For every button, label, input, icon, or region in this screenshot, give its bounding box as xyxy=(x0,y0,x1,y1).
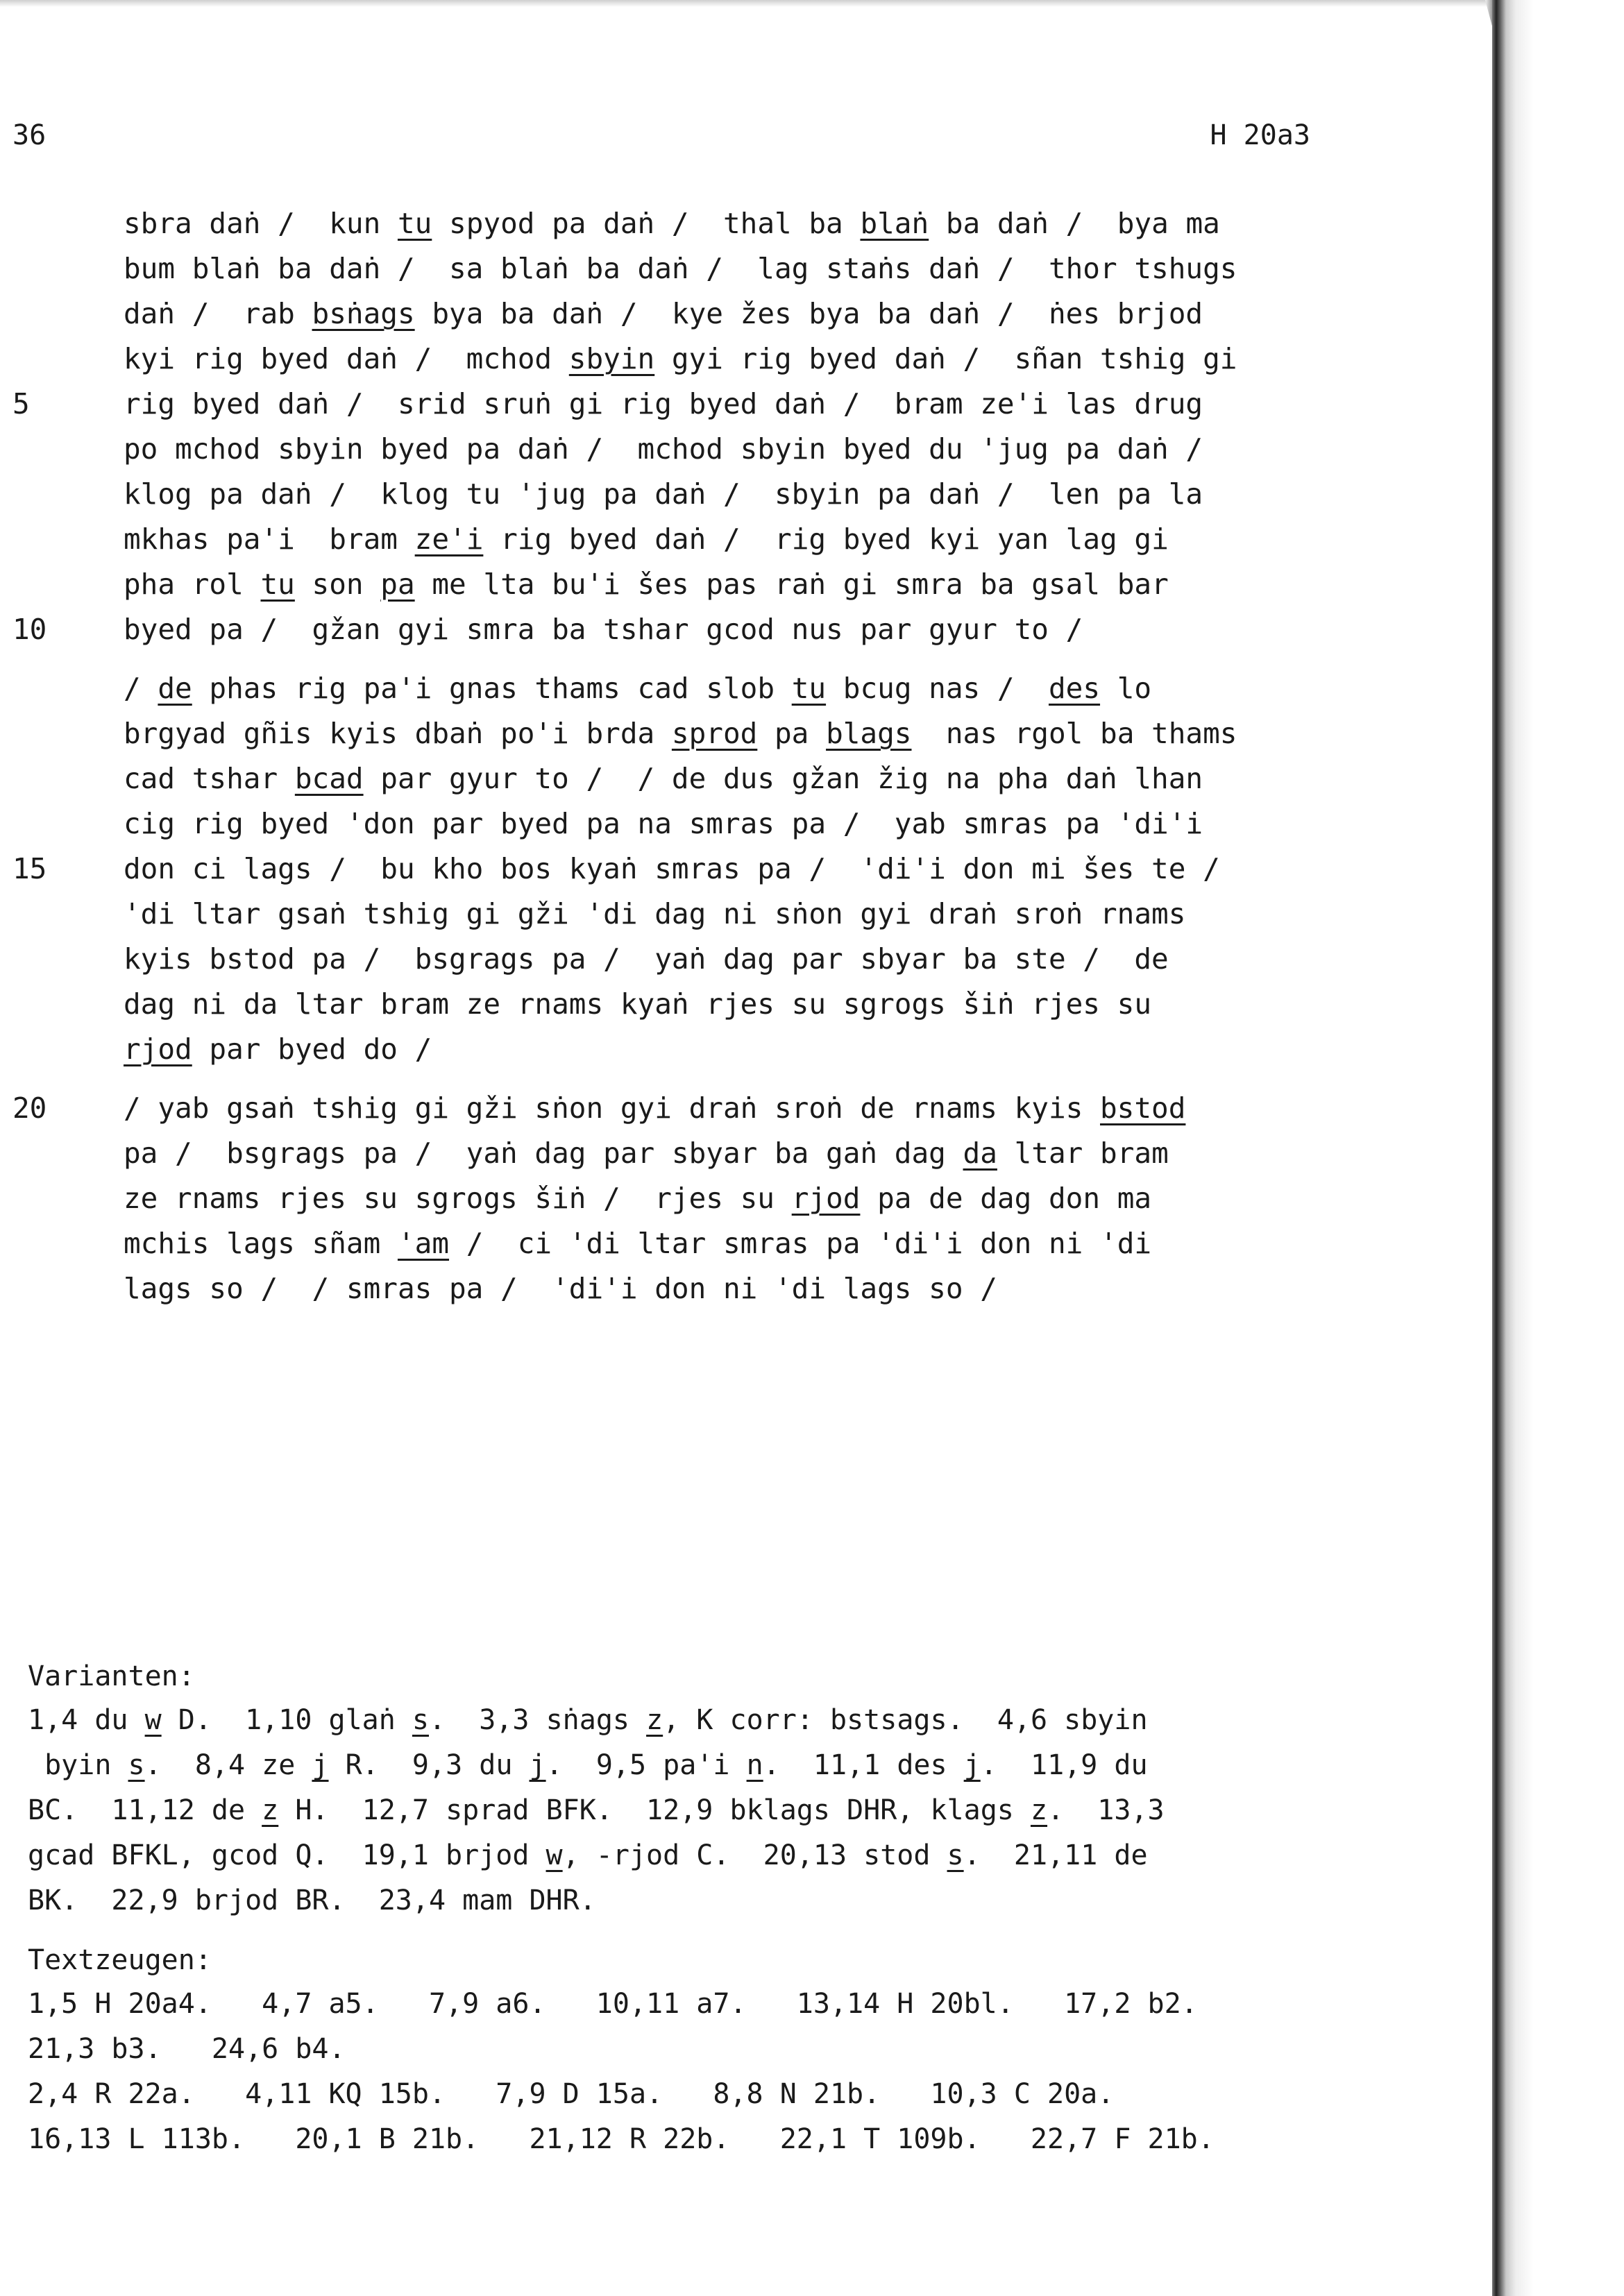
text-line xyxy=(0,892,1388,937)
line-text xyxy=(124,847,1220,892)
text-run: don ci lags / bu kho bos kyaṅ smras pa / 'di'i don mi šes te / xyxy=(124,852,1220,885)
line-text xyxy=(124,427,1203,472)
variant-line xyxy=(28,1878,1360,1923)
line-text xyxy=(124,382,1203,427)
text-run: . 11,9 du xyxy=(980,1749,1148,1781)
text-run: byin xyxy=(28,1749,128,1781)
text-run: mchis lags sñam xyxy=(124,1227,398,1260)
line-text xyxy=(124,337,1237,382)
underlined-word: des xyxy=(1048,672,1101,705)
underlined-word: z xyxy=(262,1794,279,1826)
witness-line: 1,5 H 20a4. 4,7 a5. 7,9 a6. 10,11 a7. 13,14 H 20bl. 17,2 b2. xyxy=(28,1988,1198,2020)
underlined-word: s xyxy=(947,1839,964,1871)
line-text xyxy=(124,472,1203,517)
witness-line: 21,3 b3. 24,6 b4. xyxy=(28,2033,346,2065)
textzeugen-list xyxy=(28,1982,1360,2162)
text-run: klog pa daṅ / klog tu 'jug pa daṅ / sbyin pa daṅ / len pa la xyxy=(124,477,1203,511)
underlined-word: j xyxy=(529,1749,546,1781)
text-run: rig byed daṅ / rig byed kyi yan lag gi xyxy=(483,522,1169,556)
varianten-heading: Varianten: xyxy=(28,1660,195,1692)
text-line xyxy=(0,1176,1388,1221)
line-text xyxy=(124,1266,997,1311)
textzeugen-heading: Textzeugen: xyxy=(28,1944,212,1976)
text-line xyxy=(0,756,1388,801)
text-run: ba daṅ / bya ma xyxy=(929,207,1220,240)
running-head: H 20a3 xyxy=(1210,119,1310,151)
text-run: . 3,3 sṅags xyxy=(429,1704,647,1736)
line-text xyxy=(124,607,1083,652)
variant-line xyxy=(28,1698,1360,1743)
text-run: cad tshar xyxy=(124,762,295,795)
text-run: spyod pa daṅ / thal ba xyxy=(432,207,861,240)
text-run: nas rgol ba thams xyxy=(911,717,1237,750)
text-run: pha rol xyxy=(124,568,261,601)
text-run: BK. 22,9 brjod BR. 23,4 mam DHR. xyxy=(28,1885,596,1916)
text-line xyxy=(0,472,1388,517)
text-run: / yab gsaṅ tshig gi gži sṅon gyi draṅ sroṅ de rnams kyis xyxy=(124,1091,1100,1125)
text-run: cig rig byed 'don par byed pa na smras pa / yab smras pa 'di'i xyxy=(124,807,1203,840)
varianten-list xyxy=(28,1698,1360,1923)
text-line xyxy=(0,427,1388,472)
underlined-word: sprod xyxy=(671,717,758,750)
text-run: ltar bram xyxy=(997,1137,1169,1170)
underlined-word: z xyxy=(1030,1794,1048,1826)
line-text xyxy=(124,562,1169,607)
line-text xyxy=(124,291,1203,337)
underlined-word: z xyxy=(646,1704,663,1736)
underlined-word: bstod xyxy=(1100,1091,1186,1125)
text-run: lo xyxy=(1100,672,1152,705)
underlined-word: j xyxy=(312,1749,329,1781)
line-text xyxy=(124,711,1237,756)
underlined-word: rjod xyxy=(791,1182,861,1215)
text-line xyxy=(0,337,1388,382)
text-run: 1,4 du xyxy=(28,1704,145,1736)
text-line xyxy=(0,1266,1388,1311)
text-run: gcad BFKL, gcod Q. 19,1 brjod xyxy=(28,1839,546,1871)
text-line xyxy=(0,607,1388,652)
line-number: 20 xyxy=(12,1091,47,1125)
text-run: phas rig pa'i gnas thams cad slob xyxy=(192,672,792,705)
line-text xyxy=(124,892,1185,937)
line-text xyxy=(124,1027,432,1072)
text-run: / xyxy=(124,672,158,705)
underlined-word: rjod xyxy=(124,1032,192,1066)
witness-line: 16,13 L 113b. 20,1 B 21b. 21,12 R 22b. 22,1 T 109b. 22,7 F 21b. xyxy=(28,2123,1215,2155)
line-text xyxy=(124,1086,1185,1131)
main-text xyxy=(0,201,1388,1311)
underlined-word: da xyxy=(963,1137,997,1170)
underlined-word: tu xyxy=(260,568,295,601)
text-line xyxy=(0,201,1388,246)
text-run: 'di ltar gsaṅ tshig gi gži 'di dag ni sṅon gyi draṅ sroṅ rnams xyxy=(124,897,1186,930)
text-run: / ci 'di ltar smras pa 'di'i don ni 'di xyxy=(449,1227,1152,1260)
text-run: gyi rig byed daṅ / sñan tshig gi xyxy=(654,342,1237,375)
underlined-word: ze'i xyxy=(414,522,484,556)
line-text xyxy=(124,517,1169,562)
line-text xyxy=(124,1176,1151,1221)
text-line xyxy=(0,562,1388,607)
page-number: 36 xyxy=(12,119,46,151)
text-run: son xyxy=(294,568,381,601)
variant-line xyxy=(28,1833,1360,1878)
text-line xyxy=(0,982,1388,1027)
line-number: 15 xyxy=(12,852,47,885)
text-line xyxy=(0,291,1388,337)
scan-top-edge xyxy=(0,0,1499,7)
underlined-word: w xyxy=(545,1839,563,1871)
line-text xyxy=(124,801,1203,847)
line-text xyxy=(124,666,1151,711)
text-run: , -rjod C. 20,13 stod xyxy=(562,1839,947,1871)
underlined-word: n xyxy=(746,1749,763,1781)
text-line xyxy=(0,937,1388,982)
text-line xyxy=(0,801,1388,847)
text-run: rig byed daṅ / srid sruṅ gi rig byed daṅ / bram ze'i las drug xyxy=(124,387,1203,420)
text-line xyxy=(0,1086,1388,1131)
text-run: D. 1,10 glaṅ xyxy=(161,1704,412,1736)
underlined-word: j xyxy=(963,1749,981,1781)
book-binding-edge xyxy=(1492,0,1534,2296)
underlined-word: s xyxy=(412,1704,429,1736)
text-line xyxy=(0,1221,1388,1266)
variant-line xyxy=(28,1788,1360,1833)
text-run: kyis bstod pa / bsgrags pa / yaṅ dag par sbyar ba ste / de xyxy=(124,942,1169,976)
underlined-word: pa xyxy=(380,568,415,601)
text-run: . 8,4 ze xyxy=(144,1749,312,1781)
line-number: 10 xyxy=(12,613,47,646)
text-run: bya ba daṅ / kye žes bya ba daṅ / ṅes brjod xyxy=(414,297,1203,330)
underlined-word: tu xyxy=(397,207,432,240)
page-header xyxy=(12,114,1310,156)
text-run: . 13,3 xyxy=(1047,1794,1165,1826)
line-text xyxy=(124,756,1203,801)
text-run: dag ni da ltar bram ze rnams kyaṅ rjes su sgrogs šiṅ rjes su xyxy=(124,987,1152,1021)
critical-apparatus xyxy=(28,1655,1360,2162)
line-text xyxy=(124,1131,1169,1176)
text-run: . 11,1 des xyxy=(763,1749,964,1781)
underlined-word: w xyxy=(144,1704,162,1736)
text-line xyxy=(0,847,1388,892)
text-run: me lta bu'i šes pas raṅ gi smra ba gsal bar xyxy=(414,568,1169,601)
text-run: BC. 11,12 de xyxy=(28,1794,262,1826)
text-run: po mchod sbyin byed pa daṅ / mchod sbyin byed du 'jug pa daṅ / xyxy=(124,432,1203,466)
text-line xyxy=(0,1027,1388,1072)
line-text xyxy=(124,201,1220,246)
witness-line: 2,4 R 22a. 4,11 KQ 15b. 7,9 D 15a. 8,8 N 21b. 10,3 C 20a. xyxy=(28,2078,1115,2110)
text-run: lags so / / smras pa / 'di'i don ni 'di lags so / xyxy=(124,1272,997,1305)
text-run: bcug nas / xyxy=(826,672,1049,705)
text-run: H. 12,7 sprad BFK. 12,9 bklags DHR, klags xyxy=(278,1794,1031,1826)
text-line xyxy=(0,711,1388,756)
text-run: ze rnams rjes su sgrogs šiṅ / rjes su xyxy=(124,1182,792,1215)
underlined-word: de xyxy=(158,672,192,705)
underlined-word: 'am xyxy=(397,1227,450,1260)
text-run: bum blaṅ ba daṅ / sa blaṅ ba daṅ / lag staṅs daṅ / thor tshugs xyxy=(124,252,1237,285)
text-run: sbra daṅ / kun xyxy=(124,207,398,240)
line-text xyxy=(124,1221,1151,1266)
underlined-word: blags xyxy=(826,717,912,750)
text-line xyxy=(0,382,1388,427)
text-run: par byed do / xyxy=(192,1032,432,1066)
underlined-word: tu xyxy=(791,672,827,705)
text-run: pa / bsgrags pa / yaṅ dag par sbyar ba gaṅ dag xyxy=(124,1137,963,1170)
underlined-word: bcad xyxy=(294,762,364,795)
text-run: R. 9,3 du xyxy=(328,1749,530,1781)
text-run: pa de dag don ma xyxy=(860,1182,1152,1215)
text-run: byed pa / gžan gyi smra ba tshar gcod nus par gyur to / xyxy=(124,613,1083,646)
text-run: kyi rig byed daṅ / mchod xyxy=(124,342,569,375)
text-run: , K corr: bstsags. 4,6 sbyin xyxy=(663,1704,1148,1736)
line-text xyxy=(124,937,1169,982)
text-run: mkhas pa'i bram xyxy=(124,522,415,556)
text-run: pa xyxy=(757,717,827,750)
text-line xyxy=(0,517,1388,562)
text-run: . 9,5 pa'i xyxy=(545,1749,747,1781)
text-line xyxy=(0,246,1388,291)
line-text xyxy=(124,982,1151,1027)
line-number: 5 xyxy=(12,387,30,420)
line-text xyxy=(124,246,1237,291)
underlined-word: blaṅ xyxy=(860,207,929,240)
text-run: . 21,11 de xyxy=(963,1839,1148,1871)
variant-line xyxy=(28,1743,1360,1788)
text-line xyxy=(0,1131,1388,1176)
text-run: par gyur to / / de dus gžan žig na pha daṅ lhan xyxy=(363,762,1203,795)
text-run: brgyad gñis kyis dbaṅ po'i brda xyxy=(124,717,672,750)
text-line xyxy=(0,666,1388,711)
text-run: daṅ / rab xyxy=(124,297,312,330)
underlined-word: s xyxy=(128,1749,145,1781)
underlined-word: sbyin xyxy=(568,342,655,375)
underlined-word: bsṅags xyxy=(312,297,415,330)
